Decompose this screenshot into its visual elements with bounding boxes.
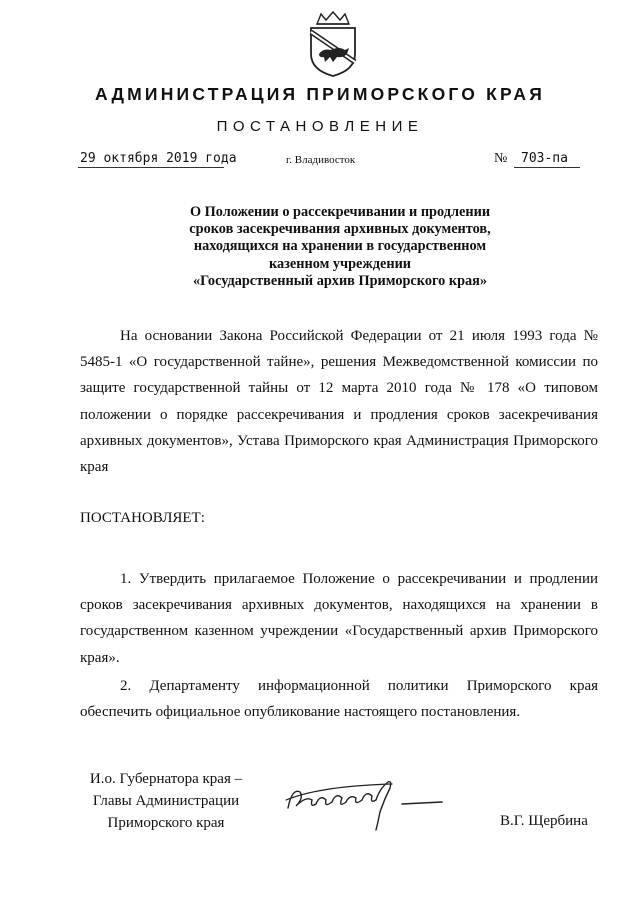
- signatory-name: В.Г. Щербина: [500, 813, 588, 829]
- title-line: О Положении о рассекречивании и продлении: [189, 204, 491, 220]
- decree-word: ПОСТАНОВЛЯЕТ:: [80, 510, 205, 526]
- number-underline: [514, 167, 580, 168]
- title-line: «Государственный архив Приморского края»: [192, 272, 488, 289]
- coat-of-arms-icon: [303, 10, 363, 78]
- document-city: г. Владивосток: [286, 154, 356, 166]
- preamble-paragraph: На основании Закона Российской Федерации от 21 июля 1993 года № 5485-1 «О государственной тайне», решения Межведомственной комиссии по защите государственной тайны от 12 марта 2010 года № 178 «О типовом положении о порядке рассекречивания и продления сроков засекречивания архивных документов», Устава Приморского края Администрация Приморского края: [80, 328, 598, 476]
- position-line: Главы Администрации: [92, 793, 240, 809]
- title-line: сроков засекречивания архивных документов,: [189, 221, 491, 238]
- number-sign: №: [494, 151, 508, 166]
- position-line: И.о. Губернатора края –: [89, 771, 243, 787]
- handwritten-signature-icon: [280, 770, 450, 836]
- document-date: 29 октября 2019 года: [80, 151, 237, 166]
- document-type: ПОСТАНОВЛЕНИЕ: [216, 118, 424, 135]
- document-title: [140, 204, 540, 290]
- title-line: находящихся на хранении в государственном: [193, 238, 487, 255]
- signatory-position: [78, 768, 254, 834]
- item-1-paragraph: 1. Утвердить прилагаемое Положение о рассекречивании и продлении сроков засекречивания архивных документов, находящихся на хранении в государственном казенном учреждении «Государственный архив Приморского края».: [80, 571, 598, 666]
- organization-name: АДМИНИСТРАЦИЯ ПРИМОРСКОГО КРАЯ: [95, 84, 545, 104]
- position-line: Приморского края: [107, 815, 225, 831]
- item-2-paragraph: 2. Департаменту информационной политики Приморского края обеспечить официальное опубликование настоящего постановления.: [80, 678, 598, 721]
- title-line: казенном учреждении: [268, 255, 412, 272]
- date-underline: [78, 167, 224, 168]
- document-number: 703-па: [521, 151, 568, 166]
